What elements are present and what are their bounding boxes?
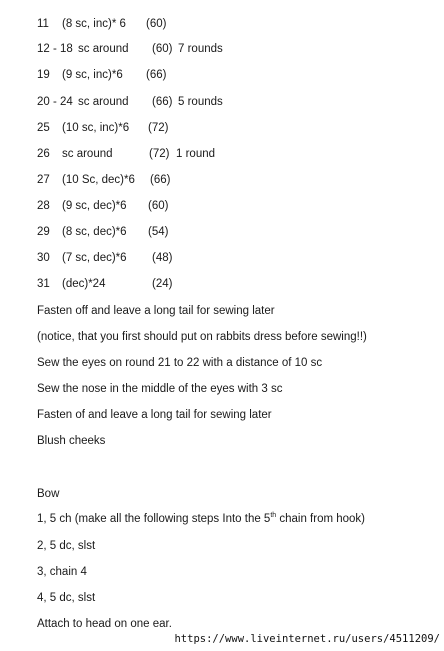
round-number: 27 — [37, 174, 50, 186]
round-instruction: (8 sc, dec)*6 — [62, 226, 127, 238]
round-note: 7 rounds — [178, 43, 223, 55]
stitch-count: (72) — [148, 122, 169, 134]
bow-attach-instruction: Attach to head on one ear. — [37, 618, 172, 630]
stitch-count: (66) — [152, 96, 173, 108]
round-number: 12 - 18 — [37, 43, 73, 55]
instruction-line: Fasten off and leave a long tail for sewing later — [37, 305, 275, 317]
round-note: 5 rounds — [178, 96, 223, 108]
stitch-count: (24) — [152, 278, 173, 290]
round-instruction: (dec)*24 — [62, 278, 106, 290]
stitch-count: (66) — [150, 174, 171, 186]
source-watermark: https://www.liveinternet.ru/users/4511209/ — [174, 633, 440, 645]
round-number: 25 — [37, 122, 50, 134]
round-number: 20 - 24 — [37, 96, 73, 108]
bow-step-1-suffix: chain from hook) — [276, 513, 366, 525]
stitch-count: (72) — [149, 148, 170, 160]
stitch-count: (66) — [146, 69, 167, 81]
stitch-count: (60) — [148, 200, 169, 212]
bow-step-2: 2, 5 dc, slst — [37, 540, 96, 552]
stitch-count: (54) — [148, 226, 169, 238]
round-note: 1 round — [176, 148, 216, 160]
instruction-line: (notice, that you first should put on rabbits dress before sewing!!) — [37, 331, 367, 343]
round-instruction: (7 sc, dec)*6 — [62, 252, 127, 264]
round-instruction: (10 Sc, dec)*6 — [62, 174, 135, 186]
stitch-count: (48) — [152, 252, 173, 264]
bow-step-1-superscript: th — [270, 512, 277, 520]
stitch-count: (60) — [146, 18, 167, 30]
bow-step-4: 4, 5 dc, slst — [37, 592, 96, 604]
round-number: 26 — [37, 148, 50, 160]
bow-step-1-text: 1, 5 ch (make all the following steps Into the 5 — [37, 513, 271, 525]
instruction-line: Blush cheeks — [37, 435, 106, 447]
round-instruction: sc around — [62, 148, 113, 160]
round-number: 11 — [37, 18, 49, 30]
instruction-line: Sew the eyes on round 21 to 22 with a distance of 10 sc — [37, 357, 323, 369]
bow-step-3: 3, chain 4 — [37, 566, 87, 578]
stitch-count: (60) — [152, 43, 173, 55]
round-number: 29 — [37, 226, 50, 238]
instruction-line: Fasten of and leave a long tail for sewing later — [37, 409, 272, 421]
bow-step-1 — [37, 512, 365, 526]
bow-heading: Bow — [37, 488, 60, 500]
round-instruction: (9 sc, inc)*6 — [62, 69, 123, 81]
round-instruction: (10 sc, inc)*6 — [62, 122, 130, 134]
round-number: 28 — [37, 200, 50, 212]
round-number: 31 — [37, 278, 50, 290]
instruction-line: Sew the nose in the middle of the eyes with 3 sc — [37, 383, 283, 395]
round-number: 19 — [37, 69, 50, 81]
round-instruction: sc around — [78, 43, 129, 55]
round-instruction: (9 sc, dec)*6 — [62, 200, 127, 212]
round-instruction: sc around — [78, 96, 129, 108]
round-instruction: (8 sc, inc)* 6 — [62, 18, 126, 30]
round-number: 30 — [37, 252, 50, 264]
